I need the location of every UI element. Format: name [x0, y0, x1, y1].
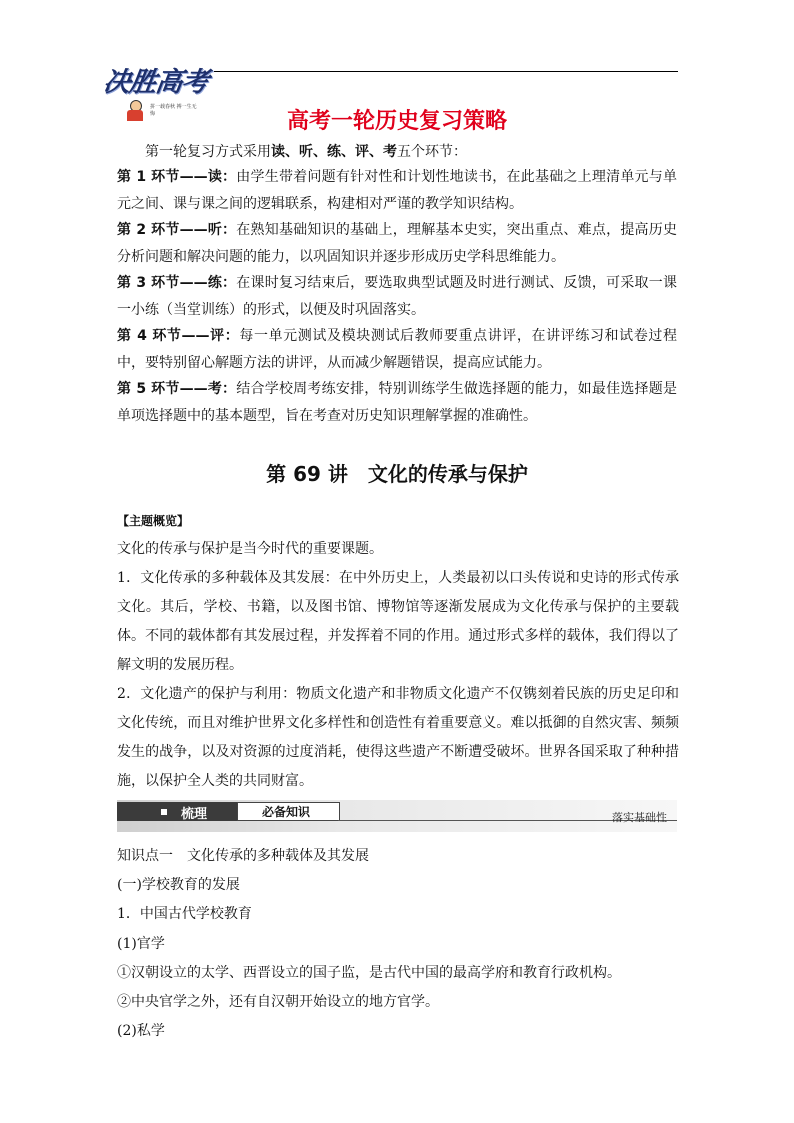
knowledge-line: 知识点一 文化传承的多种载体及其发展 [117, 848, 369, 864]
knowledge-line: (一)学校教育的发展 [117, 877, 240, 894]
overview-section [117, 535, 679, 796]
step-text: 由学生带着问题有针对性和计划性地读书，在此基础之上理清单元与单元之间、课与课之间的逻辑联系，构建相对严谨的教学知识结构。 [117, 169, 677, 212]
banner-right-label: 落实基础性 [612, 811, 667, 824]
banner-box [237, 802, 340, 821]
step-label: 第 5 环节——考： [117, 381, 237, 397]
step-item [117, 217, 677, 270]
knowledge-section [117, 842, 677, 1046]
overview-paragraph: 1．文化传承的多种载体及其发展：在中外历史上，人类最初以口头传说和史诗的形式传承文化。其后，学校、书籍，以及图书馆、博物馆等逐渐发展成为文化传承与保护的主要载体。不同的载体都有其发展过程，并发挥着不同的作用。通过形式多样的载体，我们得以了解文明的发展历程。 [117, 570, 679, 673]
banner-tag [117, 802, 237, 821]
knowledge-line: ①汉朝设立的太学、西晋设立的国子监，是古代中国的最高学府和教育行政机构。 [117, 964, 621, 981]
step-item [117, 164, 677, 217]
document-title [0, 104, 794, 135]
intro-paragraph [117, 139, 677, 166]
header-rule [214, 71, 678, 72]
knowledge-line: ②中央官学之外，还有自汉朝开始设立的地方官学。 [117, 994, 439, 1011]
section-banner [117, 800, 677, 832]
banner-tag-label: 梳理 [181, 807, 208, 822]
knowledge-line: 1．中国古代学校教育 [117, 906, 252, 923]
step-label: 第 2 环节——听： [117, 222, 237, 238]
knowledge-line: (1)官学 [117, 935, 165, 952]
step-text: 在熟知基础知识的基础上，理解基本史实，突出重点、难点，提高历史分析问题和解决问题的能力，以巩固知识并逐步形成历史学科思维能力。 [117, 222, 677, 265]
overview-heading: 【主题概览】 [117, 514, 190, 528]
intro-suffix: 五个环节： [397, 144, 467, 160]
banner-box-label: 必备知识 [262, 805, 311, 819]
step-item [117, 270, 677, 323]
square-bullet-icon [161, 809, 167, 815]
review-steps [117, 164, 677, 429]
step-label: 第 3 环节——练： [117, 275, 237, 291]
knowledge-line: (2)私学 [117, 1023, 165, 1040]
intro-emphasis: 读、听、练、评、考 [271, 144, 397, 160]
step-label: 第 1 环节——读： [117, 169, 237, 185]
step-label: 第 4 环节——评： [117, 328, 240, 344]
overview-paragraph: 文化的传承与保护是当今时代的重要课题。 [117, 541, 383, 557]
lecture-title: 第 69 讲 文化的传承与保护 [266, 462, 528, 486]
document-title-text: 高考一轮历史复习策略 [286, 109, 507, 134]
step-item [117, 376, 677, 429]
step-item [117, 323, 677, 376]
step-text: 每一单元测试及模块测试后教师要重点讲评，在讲评练习和试卷过程中，要特别留心解题方法的讲评，从而减少解题错误，提高应试能力。 [117, 328, 677, 371]
step-text: 在课时复习结束后，要选取典型试题及时进行测试、反馈，可采取一课一小练（当堂训练）的形式，以便及时巩固落实。 [117, 275, 677, 318]
overview-paragraph: 2．文化遗产的保护与利用：物质文化遗产和非物质文化遗产不仅镌刻着民族的历史足印和文化传统，而且对维护世界文化多样性和创造性有着重要意义。难以抵御的自然灾害、频频发生的战争，以及对资源的过度消耗，使得这些遗产不断遭受破坏。世界各国采取了种种措施，以保护全人类的共同财富。 [117, 686, 679, 789]
intro-prefix: 第一轮复习方式采用 [145, 144, 271, 160]
step-text: 结合学校周考练安排，特别训练学生做选择题的能力，如最佳选择题是单项选择题中的基本题型，旨在考查对历史知识理解掌握的准确性。 [117, 381, 677, 424]
logo-slogan: 拼一载春秋 搏一生无悔 [150, 104, 197, 117]
logo-wordmark: 决胜高考 [101, 67, 210, 98]
